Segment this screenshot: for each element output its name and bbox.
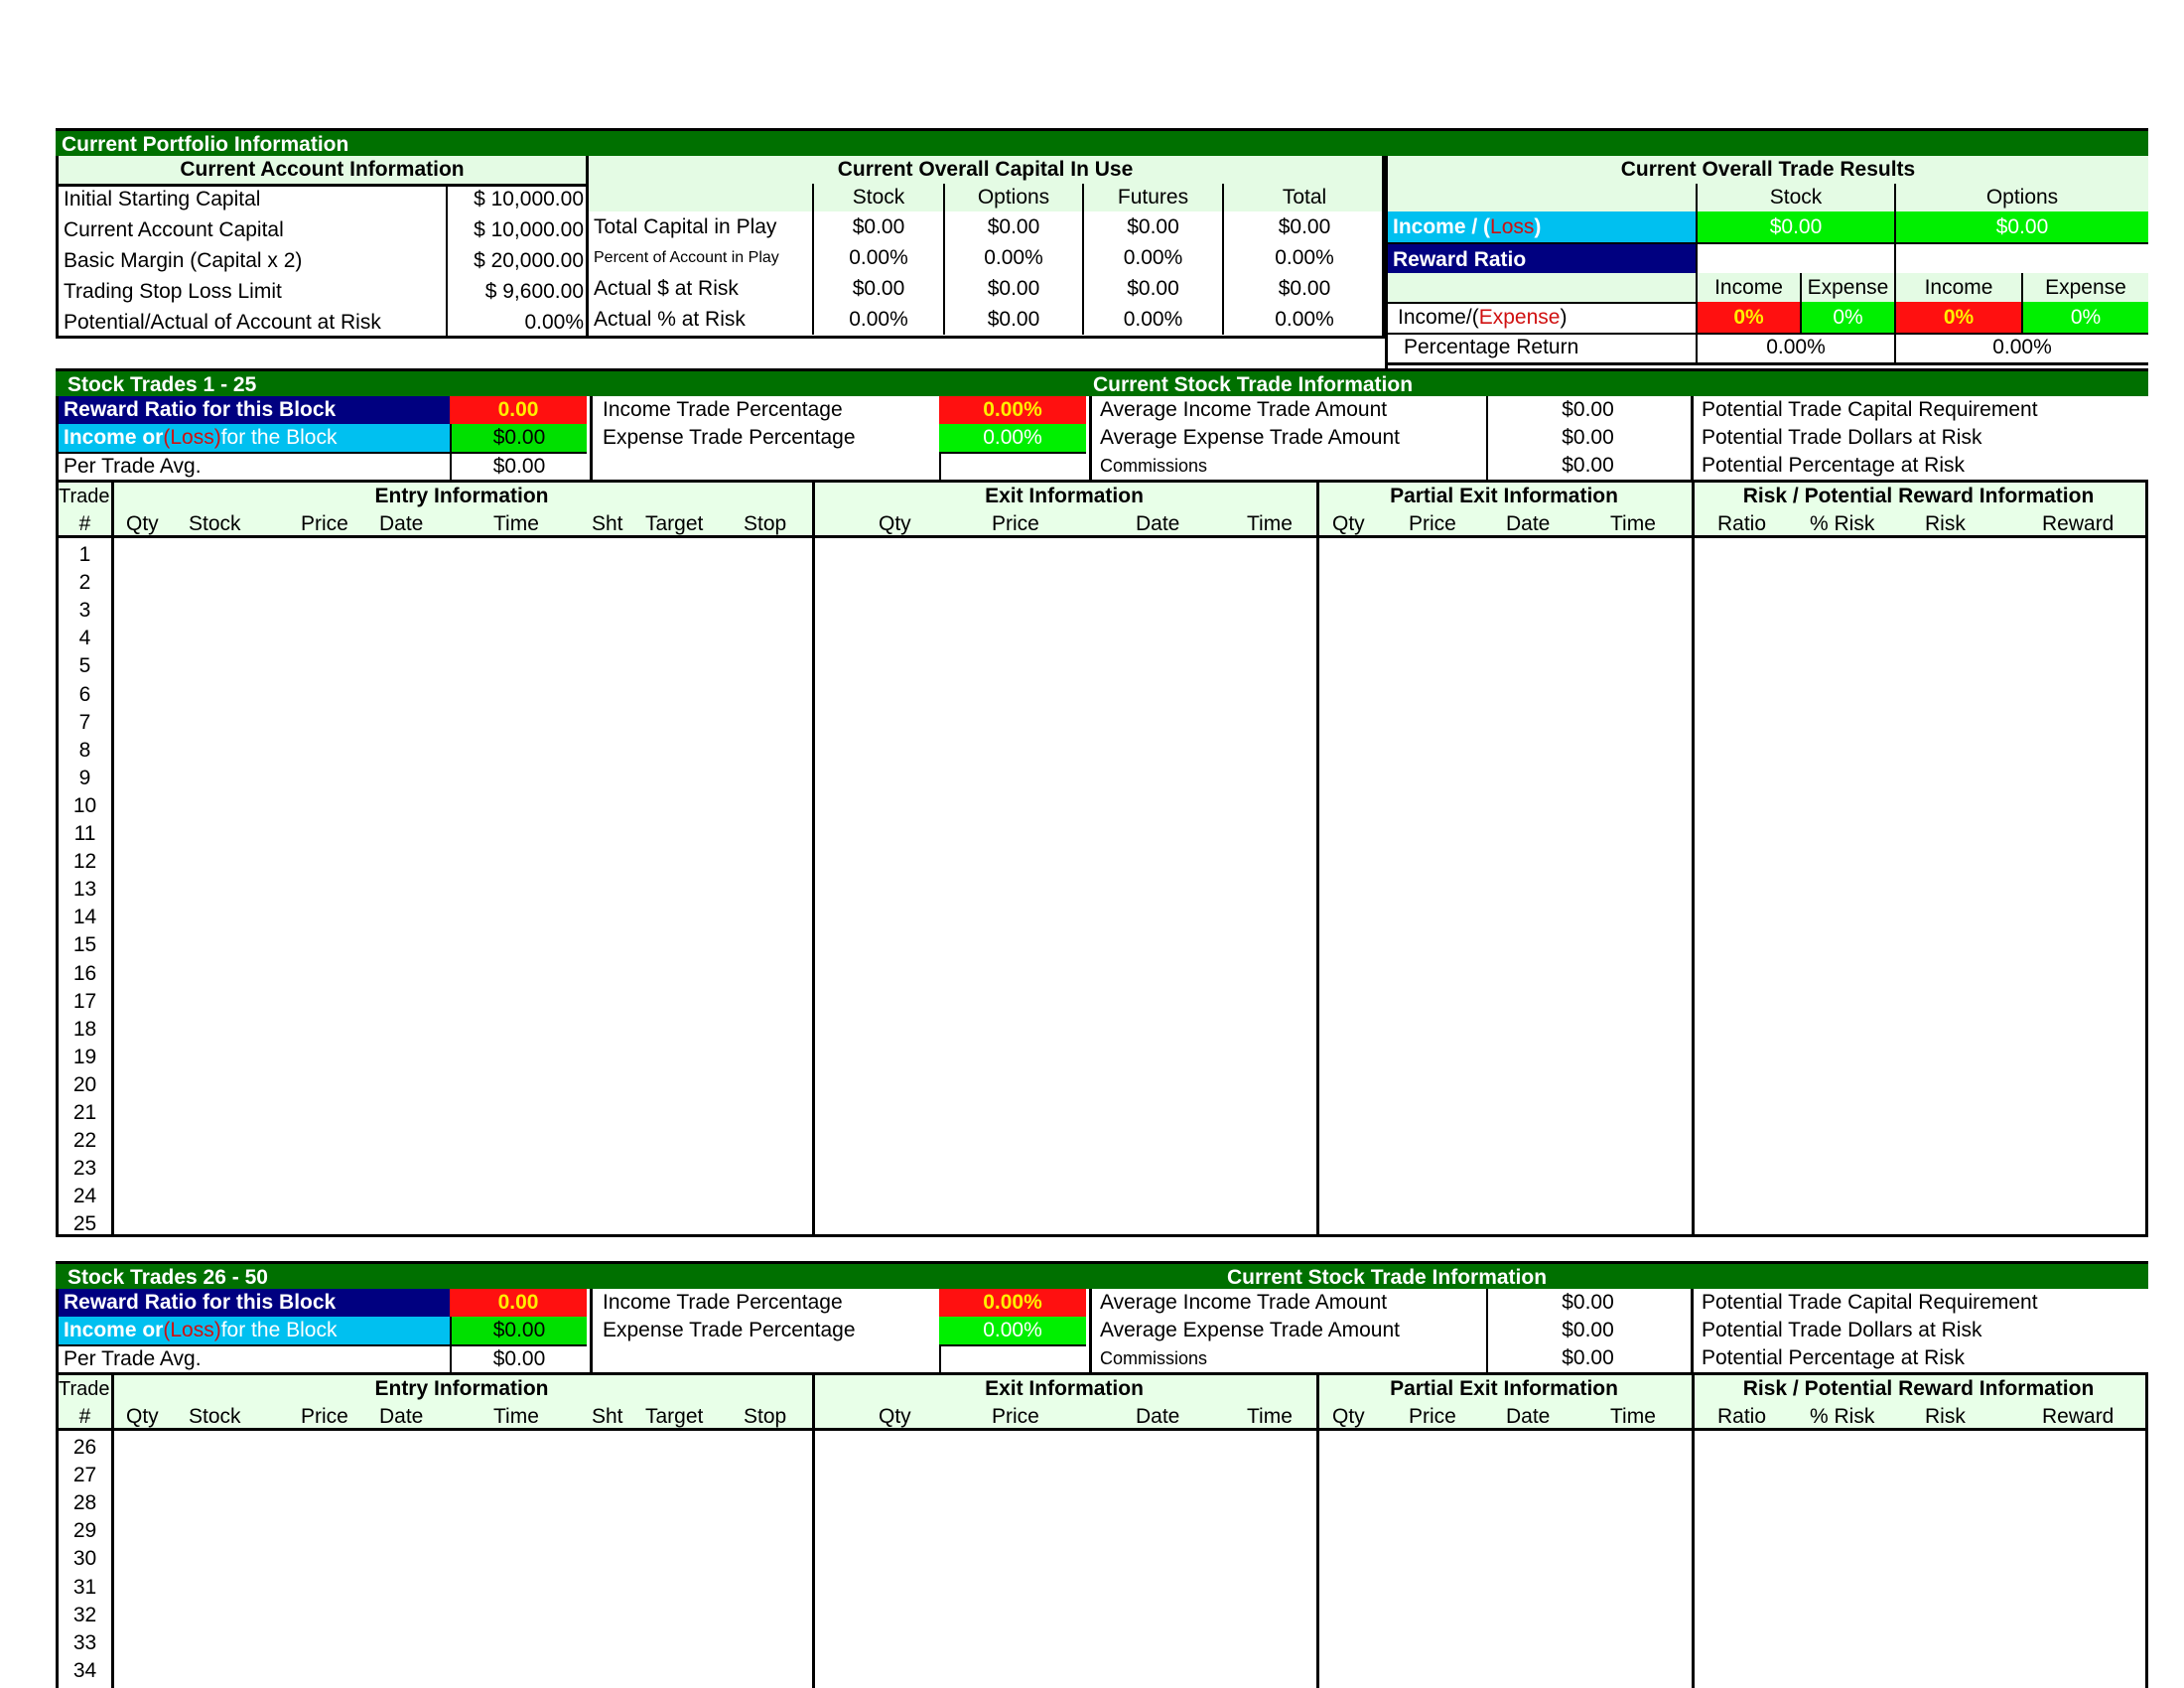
capital-row-value[interactable]: $0.00 [812, 211, 943, 242]
results-col-header-row [1388, 184, 2148, 213]
block-per-trade-value[interactable]: $0.00 [450, 452, 587, 480]
column-header: Sht [592, 512, 623, 535]
partial-header: Partial Exit Information [1390, 485, 1618, 507]
capital-row-label[interactable]: Actual % at Risk [594, 307, 746, 331]
entry-header: Entry Information [374, 485, 549, 507]
risk-header: Risk / Potential Reward Information [1742, 485, 2095, 507]
block-income-pct-value[interactable]: 0.00% [939, 396, 1086, 424]
results-ie-value[interactable]: 0% [2021, 302, 2148, 333]
partial-header: Partial Exit Information [1390, 1377, 1618, 1400]
trade-block [56, 368, 2148, 1234]
block-income-label[interactable] [59, 1317, 450, 1344]
block-potential-label[interactable]: Potential Trade Capital Requirement [1691, 396, 2151, 424]
capital-row-value[interactable]: 0.00% [812, 242, 943, 273]
block-income-label-b: (Loss) [163, 426, 221, 449]
block-reward-label[interactable]: Reward Ratio for this Block [59, 1289, 450, 1317]
account-row-value[interactable]: $ 10,000.00 [446, 214, 589, 245]
block-title-bar [56, 1261, 2148, 1289]
block-commissions-value[interactable]: $0.00 [1486, 1344, 1688, 1372]
column-header: Time [1247, 512, 1293, 535]
column-header: Date [1136, 512, 1180, 535]
block-blank[interactable] [590, 1344, 937, 1372]
block-avg-expense-value[interactable]: $0.00 [1486, 1317, 1688, 1344]
table-row-number: 31 [72, 1575, 97, 1599]
table-divider [111, 1375, 114, 1688]
column-header: Qty [126, 512, 159, 535]
column-header: Stop [744, 512, 787, 535]
results-pct-value[interactable]: 0.00% [1696, 333, 1894, 362]
capital-col-header[interactable]: Futures [1082, 184, 1222, 211]
results-ie-label-b: Expense [1478, 305, 1561, 329]
capital-row-value[interactable]: 0.00% [943, 242, 1082, 273]
column-header: Price [1409, 1405, 1456, 1428]
trade-num-label: # [78, 512, 91, 535]
block-commissions-label[interactable]: Commissions [1089, 452, 1486, 480]
table-row-number: 3 [78, 599, 91, 623]
capital-row-label[interactable]: Actual $ at Risk [594, 276, 739, 300]
table-row-number: 1 [78, 543, 91, 566]
capital-row-value[interactable]: $0.00 [1082, 211, 1222, 242]
capital-row [589, 211, 1382, 242]
capital-row-value[interactable]: 0.00% [812, 304, 943, 335]
block-summary-row [59, 1317, 2148, 1344]
capital-row-label[interactable]: Percent of Account in Play [594, 248, 779, 266]
block-reward-value[interactable]: 0.00 [450, 1289, 587, 1317]
block-per-trade-value[interactable]: $0.00 [450, 1344, 587, 1372]
table-row-number: 27 [72, 1464, 97, 1487]
table-row-number: 18 [72, 1017, 97, 1041]
capital-header: Current Overall Capital In Use [589, 156, 1382, 187]
table-row-number: 32 [72, 1603, 97, 1626]
block-income-label-c: for the Block [220, 426, 338, 449]
block-title-bar [56, 368, 2148, 396]
risk-header: Risk / Potential Reward Information [1742, 1377, 2095, 1400]
column-header: Time [1610, 512, 1656, 535]
capital-row-value[interactable]: 0.00% [1222, 242, 1385, 273]
capital-col-header[interactable]: Total [1222, 184, 1385, 211]
portfolio-title: Current Portfolio Information [62, 133, 349, 156]
column-header: % Risk [1810, 512, 1875, 535]
column-header: Qty [126, 1405, 159, 1428]
block-potential-label[interactable]: Potential Trade Dollars at Risk [1691, 1317, 2151, 1344]
trade-label: Trade [59, 1378, 110, 1400]
block-potential-label[interactable]: Potential Percentage at Risk [1691, 452, 2151, 480]
account-row-label[interactable]: Potential/Actual of Account at Risk [64, 310, 381, 334]
column-header: Reward [2042, 512, 2115, 535]
block-per-trade-label[interactable]: Per Trade Avg. [59, 1344, 450, 1372]
column-header: Time [1247, 1405, 1293, 1428]
account-row-label[interactable]: Basic Margin (Capital x 2) [64, 248, 303, 272]
results-pct-value[interactable]: 0.00% [1894, 333, 2148, 362]
block-income-label[interactable] [59, 424, 450, 452]
column-header: Price [301, 1405, 348, 1428]
results-reward-label[interactable]: Reward Ratio [1388, 244, 1696, 275]
block-summary-row [59, 1344, 2148, 1372]
column-header: Target [645, 1405, 704, 1428]
block-summary [56, 1289, 2148, 1372]
column-header: Stock [189, 512, 241, 535]
block-reward-value[interactable]: 0.00 [450, 396, 587, 424]
results-ie-label[interactable] [1388, 302, 1696, 333]
results-income-label-b: Loss [1490, 214, 1535, 238]
table-row-number: 13 [72, 878, 97, 902]
results-subcol-blank[interactable] [1388, 273, 1696, 302]
column-header: Date [1506, 512, 1551, 535]
column-header: Sht [592, 1405, 623, 1428]
table-divider [1692, 1375, 1695, 1688]
table-divider [1316, 483, 1319, 1234]
account-row-value[interactable]: $ 20,000.00 [446, 245, 589, 276]
block-avg-expense-value[interactable]: $0.00 [1486, 424, 1688, 452]
entry-header: Entry Information [374, 1377, 549, 1400]
results-pct-label[interactable]: Percentage Return [1404, 336, 1579, 358]
results-subcol-header[interactable]: Expense [1800, 273, 1894, 302]
results-col-header[interactable]: Options [1894, 184, 2148, 211]
results-income-label[interactable] [1388, 211, 1696, 242]
block-avg-expense-label[interactable]: Average Expense Trade Amount [1089, 1317, 1486, 1344]
table-divider [812, 1375, 815, 1688]
block-income-label-a: Income or [64, 426, 164, 449]
trade-label: Trade [59, 486, 110, 507]
block-blank[interactable] [590, 452, 937, 480]
table-divider [1692, 483, 1695, 1234]
table-row-number: 34 [72, 1658, 97, 1682]
capital-section [589, 156, 1385, 339]
block-summary-row [59, 1289, 2148, 1317]
block-expense-pct-label[interactable]: Expense Trade Percentage [590, 1317, 937, 1344]
portfolio-title-bar [56, 128, 2148, 156]
capital-row-value[interactable]: $0.00 [1222, 211, 1385, 242]
block-summary [56, 396, 2148, 480]
capital-row-value[interactable]: $0.00 [812, 273, 943, 304]
block-summary-row [59, 424, 2148, 452]
column-header: Stop [744, 1405, 787, 1428]
account-row [59, 276, 586, 307]
table-row-number: 14 [72, 906, 97, 929]
column-header: % Risk [1810, 1405, 1875, 1428]
results-subcol-header[interactable]: Expense [2021, 273, 2148, 302]
block-commissions-value[interactable]: $0.00 [1486, 452, 1688, 480]
column-header: Risk [1925, 512, 1966, 535]
results-reward-value[interactable] [1696, 244, 1894, 275]
block-income-label-a: Income or [64, 1319, 164, 1341]
capital-col-header[interactable]: Options [943, 184, 1082, 211]
column-header: Time [1610, 1405, 1656, 1428]
column-header: Target [645, 512, 704, 535]
table-row-number: 8 [78, 738, 91, 762]
table-row-number: 4 [78, 627, 91, 650]
block-potential-label[interactable]: Potential Percentage at Risk [1691, 1344, 2151, 1372]
block-blank[interactable] [939, 1344, 1086, 1372]
block-expense-pct-label[interactable]: Expense Trade Percentage [590, 424, 937, 452]
block-info-title: Current Stock Trade Information [1093, 373, 1414, 396]
account-row-label[interactable]: Initial Starting Capital [64, 187, 261, 211]
exit-header: Exit Information [985, 485, 1144, 507]
account-row-value[interactable]: $ 9,600.00 [446, 276, 589, 307]
table-row-number: 29 [72, 1519, 97, 1543]
block-info-title: Current Stock Trade Information [1227, 1266, 1548, 1289]
table-row-number: 33 [72, 1630, 97, 1654]
account-row-value[interactable]: $ 10,000.00 [446, 184, 589, 214]
table-row-number: 7 [78, 710, 91, 734]
column-header: Reward [2042, 1405, 2115, 1428]
results-subcol-header[interactable]: Income [1894, 273, 2021, 302]
results-reward-row [1388, 242, 2148, 275]
block-avg-income-value[interactable]: $0.00 [1486, 1289, 1688, 1317]
table-row-number: 16 [72, 961, 97, 985]
table-divider [111, 483, 114, 1234]
account-row-label[interactable]: Current Account Capital [64, 217, 284, 241]
account-row-label[interactable]: Trading Stop Loss Limit [64, 279, 282, 303]
column-header: Time [493, 1405, 539, 1428]
trade-block [56, 1261, 2148, 1688]
column-header: Ratio [1717, 512, 1767, 535]
trade-table [56, 1372, 2148, 1688]
capital-row [589, 242, 1382, 273]
block-title: Stock Trades 1 - 25 [68, 373, 257, 396]
block-income-value[interactable]: $0.00 [450, 424, 587, 452]
table-row-number: 5 [78, 654, 91, 678]
results-ie-label-a: Income/( [1398, 305, 1479, 329]
account-info-section [56, 156, 589, 339]
block-avg-income-label[interactable]: Average Income Trade Amount [1089, 396, 1486, 424]
block-blank[interactable] [939, 452, 1086, 480]
block-income-pct-label[interactable]: Income Trade Percentage [590, 1289, 937, 1317]
table-row-number: 22 [72, 1129, 97, 1153]
block-per-trade-label[interactable]: Per Trade Avg. [59, 452, 450, 480]
capital-row [589, 304, 1382, 335]
block-avg-income-label[interactable]: Average Income Trade Amount [1089, 1289, 1486, 1317]
column-header: Date [1136, 1405, 1180, 1428]
block-commissions-label[interactable]: Commissions [1089, 1344, 1486, 1372]
block-reward-label[interactable]: Reward Ratio for this Block [59, 396, 450, 424]
column-header: Qty [879, 512, 911, 535]
table-row-number: 19 [72, 1045, 97, 1068]
results-col-blank[interactable] [1388, 184, 1696, 211]
table-row-number: 23 [72, 1157, 97, 1181]
results-section [1385, 156, 2148, 369]
capital-row-value[interactable]: $0.00 [943, 304, 1082, 335]
block-expense-pct-value[interactable]: 0.00% [939, 1317, 1086, 1344]
account-info-header: Current Account Information [59, 156, 586, 187]
block-income-label-b: (Loss) [163, 1319, 221, 1341]
block-avg-income-value[interactable]: $0.00 [1486, 396, 1688, 424]
column-header: Ratio [1717, 1405, 1767, 1428]
capital-row-value[interactable]: 0.00% [1222, 304, 1385, 335]
block-summary-row [59, 452, 2148, 480]
column-header: Qty [1332, 512, 1365, 535]
table-row-number: 26 [72, 1436, 97, 1459]
account-row [59, 214, 586, 245]
capital-row-value[interactable]: $0.00 [943, 273, 1082, 304]
block-avg-expense-label[interactable]: Average Expense Trade Amount [1089, 424, 1486, 452]
capital-row-value[interactable]: $0.00 [943, 211, 1082, 242]
column-header: Price [992, 1405, 1039, 1428]
column-header: Date [379, 1405, 424, 1428]
capital-row-label[interactable]: Total Capital in Play [594, 214, 777, 238]
column-header: Time [493, 512, 539, 535]
capital-col-header[interactable]: Stock [812, 184, 943, 211]
table-divider [812, 483, 815, 1234]
table-row-number: 17 [72, 989, 97, 1013]
results-subcol-row [1388, 273, 2148, 304]
block-income-pct-label[interactable]: Income Trade Percentage [590, 396, 937, 424]
account-row [59, 307, 586, 338]
results-reward-value[interactable] [1894, 244, 2148, 275]
table-row-number: 24 [72, 1185, 97, 1208]
account-row [59, 245, 586, 276]
capital-col-header-row [589, 184, 1382, 211]
capital-row-value[interactable]: $0.00 [1082, 273, 1222, 304]
table-row-number: 30 [72, 1547, 97, 1571]
block-summary-row [59, 396, 2148, 424]
capital-row-value[interactable]: 0.00% [1082, 242, 1222, 273]
block-income-label-c: for the Block [220, 1319, 338, 1341]
capital-row [589, 273, 1382, 304]
results-income-label-c: ) [1534, 214, 1542, 238]
table-row-number: 9 [78, 766, 91, 789]
results-ie-label-c: ) [1560, 305, 1568, 329]
column-header: Qty [1332, 1405, 1365, 1428]
column-header: Stock [189, 1405, 241, 1428]
results-subcol-header[interactable]: Income [1696, 273, 1800, 302]
block-title: Stock Trades 26 - 50 [68, 1266, 268, 1289]
table-row-number: 25 [72, 1212, 97, 1236]
table-divider [1316, 1375, 1319, 1688]
table-row-number: 28 [72, 1491, 97, 1515]
table-row-number: 12 [72, 850, 97, 874]
trade-num-label: # [78, 1405, 91, 1428]
account-row [59, 184, 586, 214]
table-row-number: 6 [78, 682, 91, 706]
account-row-value[interactable]: 0.00% [446, 307, 589, 338]
results-col-header[interactable]: Stock [1696, 184, 1894, 211]
column-header: Date [1506, 1405, 1551, 1428]
table-row-number: 10 [72, 793, 97, 817]
column-header: Risk [1925, 1405, 1966, 1428]
exit-header: Exit Information [985, 1377, 1144, 1400]
column-header: Price [992, 512, 1039, 535]
block-income-value[interactable]: $0.00 [450, 1317, 587, 1344]
column-header: Price [1409, 512, 1456, 535]
trade-table [56, 480, 2148, 1237]
results-income-value[interactable]: $0.00 [1894, 211, 2148, 242]
results-header: Current Overall Trade Results [1388, 156, 2148, 187]
table-row-number: 21 [72, 1101, 97, 1124]
results-income-row [1388, 211, 2148, 242]
column-header: Qty [879, 1405, 911, 1428]
block-income-pct-value[interactable]: 0.00% [939, 1289, 1086, 1317]
block-potential-label[interactable]: Potential Trade Capital Requirement [1691, 1289, 2151, 1317]
results-income-value[interactable]: $0.00 [1696, 211, 1894, 242]
capital-col-header-blank[interactable] [589, 184, 812, 211]
capital-row-value[interactable]: $0.00 [1222, 273, 1385, 304]
table-row-number: 15 [72, 933, 97, 957]
table-row-number: 20 [72, 1072, 97, 1096]
results-ie-value[interactable]: 0% [1696, 302, 1800, 333]
results-ie-row [1388, 302, 2148, 335]
results-pct-row [1388, 333, 2148, 365]
block-potential-label[interactable]: Potential Trade Dollars at Risk [1691, 424, 2151, 452]
capital-row-value[interactable]: 0.00% [1082, 304, 1222, 335]
table-row-number: 2 [78, 571, 91, 595]
table-row-number: 11 [73, 822, 96, 845]
results-income-label-a: Income / ( [1393, 214, 1491, 238]
column-header: Date [379, 512, 424, 535]
column-header: Price [301, 512, 348, 535]
block-expense-pct-value[interactable]: 0.00% [939, 424, 1086, 452]
results-ie-value[interactable]: 0% [1894, 302, 2021, 333]
results-ie-value[interactable]: 0% [1800, 302, 1894, 333]
